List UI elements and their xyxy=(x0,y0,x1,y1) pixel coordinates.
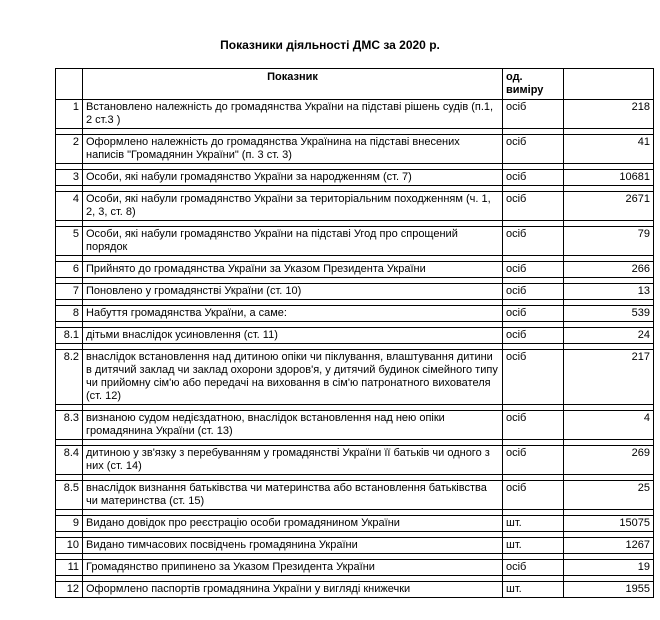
row-number: 5 xyxy=(56,227,83,256)
row-unit: осіб xyxy=(503,328,564,344)
row-value: 79 xyxy=(564,227,654,256)
row-value: 1955 xyxy=(564,582,654,598)
row-indicator: дітьми внаслідок усиновлення (ст. 11) xyxy=(83,328,503,344)
row-value: 19 xyxy=(564,560,654,576)
row-number: 3 xyxy=(56,170,83,186)
row-value: 217 xyxy=(564,350,654,405)
header-unit: од. виміру xyxy=(503,69,564,100)
row-indicator: Особи, які набули громадянство України за народженням (ст. 7) xyxy=(83,170,503,186)
row-unit: осіб xyxy=(503,192,564,221)
row-value: 269 xyxy=(564,446,654,475)
row-indicator: Набуття громадянства України, а саме: xyxy=(83,306,503,322)
row-indicator: внаслідок встановлення над дитиною опіки чи піклування, влаштування дитини в дитячий заклад чи заклад охорони здоров'я, у дитячий будинок сімейного типу чи прийомну сім'ю або передачі на виховання в сім'ю патронатного вихователя (ст. 12) xyxy=(83,350,503,405)
row-unit: осіб xyxy=(503,284,564,300)
row-unit: осіб xyxy=(503,170,564,186)
row-number: 8.4 xyxy=(56,446,83,475)
row-unit: осіб xyxy=(503,227,564,256)
table-row xyxy=(56,135,654,164)
table-row xyxy=(56,284,654,300)
table-row xyxy=(56,516,654,532)
header-value xyxy=(564,69,654,100)
row-value: 4 xyxy=(564,411,654,440)
row-value: 13 xyxy=(564,284,654,300)
row-number: 12 xyxy=(56,582,83,598)
row-unit: осіб xyxy=(503,100,564,129)
row-value: 218 xyxy=(564,100,654,129)
row-number: 2 xyxy=(56,135,83,164)
header-indicator: Показник xyxy=(83,69,503,100)
row-unit: осіб xyxy=(503,560,564,576)
row-indicator: Оформлено паспортів громадянина України у вигляді книжечки xyxy=(83,582,503,598)
table-row xyxy=(56,227,654,256)
row-indicator: Прийнято до громадянства України за Указом Президента України xyxy=(83,262,503,278)
table-row xyxy=(56,170,654,186)
row-indicator: Видано тимчасових посвідчень громадянина України xyxy=(83,538,503,554)
table-row xyxy=(56,411,654,440)
page-title: Показники діяльності ДМС за 2020 р. xyxy=(220,38,440,52)
table-row xyxy=(56,306,654,322)
row-number: 8.1 xyxy=(56,328,83,344)
row-number: 8 xyxy=(56,306,83,322)
table-row xyxy=(56,582,654,598)
row-value: 2671 xyxy=(564,192,654,221)
row-unit: осіб xyxy=(503,446,564,475)
row-unit: осіб xyxy=(503,411,564,440)
row-unit: осіб xyxy=(503,481,564,510)
table-row xyxy=(56,350,654,405)
row-unit: осіб xyxy=(503,306,564,322)
row-value: 266 xyxy=(564,262,654,278)
row-number: 7 xyxy=(56,284,83,300)
row-indicator: визнаною судом недієздатною, внаслідок встановлення над нею опіки громадянина України (ст. 13) xyxy=(83,411,503,440)
row-number: 8.3 xyxy=(56,411,83,440)
row-number: 4 xyxy=(56,192,83,221)
row-number: 11 xyxy=(56,560,83,576)
row-value: 25 xyxy=(564,481,654,510)
row-number: 8.5 xyxy=(56,481,83,510)
row-unit: осіб xyxy=(503,350,564,405)
row-unit: осіб xyxy=(503,135,564,164)
table-body xyxy=(56,100,654,598)
row-indicator: Громадянство припинено за Указом Президента України xyxy=(83,560,503,576)
table-header-row xyxy=(56,69,654,100)
row-indicator: внаслідок визнання батьківства чи материнства або встановлення батьківства чи материнства (ст. 15) xyxy=(83,481,503,510)
row-number: 6 xyxy=(56,262,83,278)
row-value: 539 xyxy=(564,306,654,322)
row-indicator: Встановлено належність до громадянства України на підставі рішень судів (п.1, 2 ст.3 ) xyxy=(83,100,503,129)
row-value: 24 xyxy=(564,328,654,344)
table-row xyxy=(56,446,654,475)
row-unit: осіб xyxy=(503,262,564,278)
table-row xyxy=(56,192,654,221)
row-value: 41 xyxy=(564,135,654,164)
row-indicator: Поновлено у громадянстві України (ст. 10) xyxy=(83,284,503,300)
statistics-table xyxy=(55,68,654,598)
row-indicator: дитиною у зв'язку з перебуванням у громадянстві України її батьків чи одного з них (ст. 14) xyxy=(83,446,503,475)
row-number: 10 xyxy=(56,538,83,554)
row-value: 15075 xyxy=(564,516,654,532)
row-unit: шт. xyxy=(503,582,564,598)
row-value: 1267 xyxy=(564,538,654,554)
row-number: 9 xyxy=(56,516,83,532)
header-number xyxy=(56,69,83,100)
table-row xyxy=(56,262,654,278)
row-indicator: Особи, які набули громадянство України на підставі Угод про спрощений порядок xyxy=(83,227,503,256)
row-value: 10681 xyxy=(564,170,654,186)
table-row xyxy=(56,560,654,576)
table-row xyxy=(56,100,654,129)
row-number: 8.2 xyxy=(56,350,83,405)
table-row xyxy=(56,538,654,554)
table-row xyxy=(56,481,654,510)
row-indicator: Оформлено належність до громадянства Українина на підставі внесених написів "Громадянин України" (п. 3 ст. 3) xyxy=(83,135,503,164)
row-indicator: Видано довідок про реєстрацію особи громадянином України xyxy=(83,516,503,532)
row-unit: шт. xyxy=(503,516,564,532)
row-unit: шт. xyxy=(503,538,564,554)
row-number: 1 xyxy=(56,100,83,129)
row-indicator: Особи, які набули громадянство України за територіальним походженням (ч. 1, 2, 3, ст. 8) xyxy=(83,192,503,221)
table-row xyxy=(56,328,654,344)
